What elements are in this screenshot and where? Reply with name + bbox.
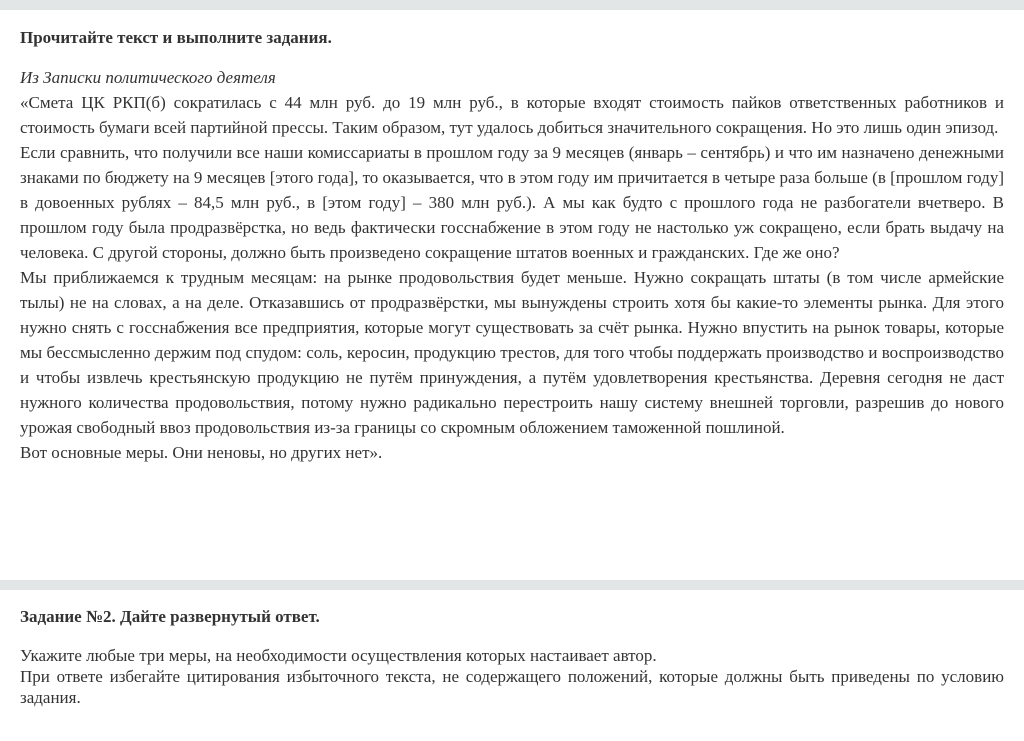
task-note: При ответе избегайте цитирования избыточного текста, не содержащего положений, которые должны быть приведены по условию задания. (20, 667, 1004, 707)
reading-heading: Прочитайте текст и выполните задания. (20, 28, 332, 47)
paragraph-3: Мы приближаемся к трудным месяцам: на рынке продовольствия будет меньше. Нужно сокращать штаты (в том числе армейские тылы) не на словах, а на деле. Отказавшись от продразвёрстки, мы вынуждены строить хотя бы какие-то элементы рынка. Для этого нужно снять с госснабжения все предприятия, которые могут существовать за счёт рынка. Нужно впустить на рынок товары, которые мы бессмысленно держим под спудом: соль, керосин, продукцию трестов, для того чтобы поддержать производство и воспроизводство и чтобы извлечь крестьянскую продукцию не путём принуждения, а путём удовлетворения крестьянства. Деревня сегодня не даст нужного количества продовольствия, потому нужно радикально перестроить нашу систему внешней торговли, разрешив до нового урожая свободный ввоз продовольствия из-за границы со скромным обложением таможенной пошлиной. (20, 268, 1004, 437)
task-heading: Задание №2. Дайте развернутый ответ. (20, 607, 320, 626)
source-title: Из Записки политического деятеля (20, 68, 276, 87)
task-card (0, 590, 1024, 741)
task-instruction: Укажите любые три меры, на необходимости осуществления которых настаивает автор. (20, 646, 657, 665)
paragraph-1: «Смета ЦК РКП(б) сократилась с 44 млн руб. до 19 млн руб., в которые входят стоимость пайков ответственных работников и стоимость бумаги всей партийной прессы. Таким образом, тут удалось добиться значительного сокращения. Но это лишь один эпизод. (20, 93, 1004, 137)
paragraph-2: Если сравнить, что получили все наши комиссариаты в прошлом году за 9 месяцев (январь – сентябрь) и что им назначено денежными знаками по бюджету на 9 месяцев [этого года], то оказывается, что в этом году им причитается в четыре раза больше (в [прошлом году] в довоенных рублях – 84,5 млн руб., в [этом году] – 380 млн руб.). А мы как будто с прошлого года не разбогатели вчетверо. В прошлом году была продразвёрстка, но ведь фактически госснабжение в этом году не настолько уж сокращено, если брать выдачу на человека. С другой стороны, должно быть произведено сокращение штатов военных и гражданских. Где же оно? (20, 143, 1004, 262)
paragraph-4: Вот основные меры. Они неновы, но других нет». (20, 443, 383, 462)
reading-card (0, 10, 1024, 580)
